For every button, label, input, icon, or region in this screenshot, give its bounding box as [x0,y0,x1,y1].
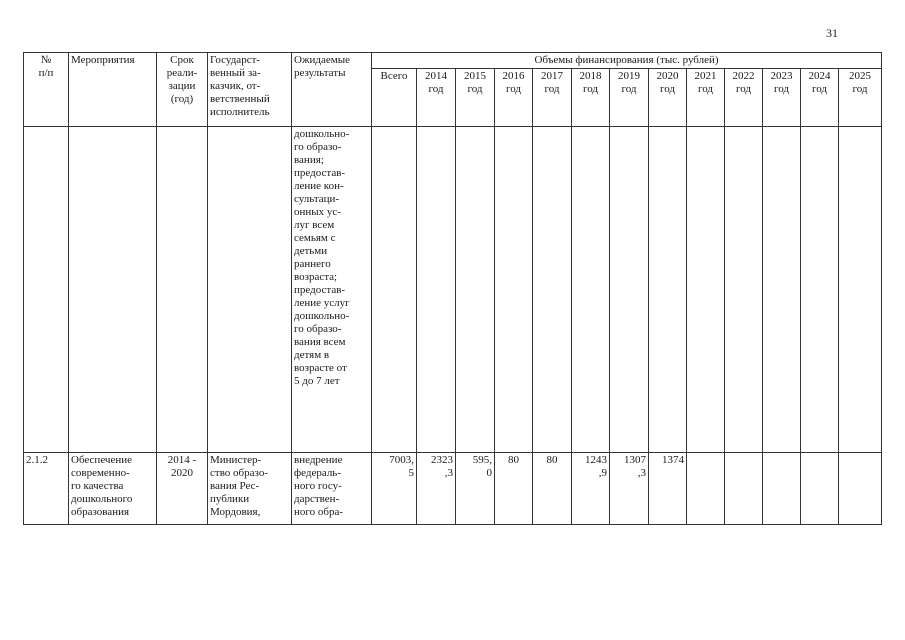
cell-2023 [763,453,801,525]
header-year-2014: 2014 год [417,69,456,127]
cell-2025 [839,127,882,453]
cell-results: внедрение федераль- ного госу- дарствен- ного обра- [292,453,372,525]
cell-2016: 80 [495,453,533,525]
cell-2025 [839,453,882,525]
cell-measure [69,127,157,453]
cell-measure: Обеспечение современно- го качества дошкольного образования [69,453,157,525]
table-row [24,453,882,525]
header-year-2020: 2020 год [649,69,687,127]
cell-2024 [801,453,839,525]
header-year-2025: 2025 год [839,69,882,127]
cell-term [157,127,208,453]
header-results: Ожидаемые результаты [292,53,372,127]
cell-2017 [533,127,572,453]
header-customer: Государст- венный за- казчик, от- ветственный исполнитель [208,53,292,127]
header-year-2019: 2019 год [610,69,649,127]
cell-2021 [687,453,725,525]
cell-results: дошкольно- го образо- вания; предостав- ление кон- сультаци- онных ус- луг всем семьям с детьми раннего возраста; предостав- ление услуг дошкольно- го образо- вания всем детям в возрасте от 5 до 7 лет [292,127,372,453]
header-year-2021: 2021 год [687,69,725,127]
header-term: Срок реали- зации (год) [157,53,208,127]
table-row [24,127,882,453]
cell-num [24,127,69,453]
cell-customer [208,127,292,453]
cell-2020: 1374 [649,453,687,525]
cell-total [372,127,417,453]
page-number: 31 [826,26,838,40]
header-funding-group: Объемы финансирования (тыс. рублей) [372,53,882,69]
header-measures: Мероприятия [69,53,157,127]
cell-2022 [725,127,763,453]
header-year-2023: 2023 год [763,69,801,127]
cell-2021 [687,127,725,453]
cell-total: 7003, 5 [372,453,417,525]
cell-2022 [725,453,763,525]
header-year-2016: 2016 год [495,69,533,127]
cell-2014 [417,127,456,453]
cell-2014: 2323 ,3 [417,453,456,525]
cell-term: 2014 - 2020 [157,453,208,525]
cell-2023 [763,127,801,453]
cell-2015 [456,127,495,453]
header-year-2017: 2017 год [533,69,572,127]
cell-2019: 1307 ,3 [610,453,649,525]
header-year-2022: 2022 год [725,69,763,127]
header-year-2024: 2024 год [801,69,839,127]
funding-table [23,52,882,525]
cell-2024 [801,127,839,453]
cell-num: 2.1.2 [24,453,69,525]
cell-2015: 595, 0 [456,453,495,525]
header-year-2015: 2015 год [456,69,495,127]
cell-2017: 80 [533,453,572,525]
cell-2016 [495,127,533,453]
cell-customer: Министер- ство образо- вания Рес- публики Мордовия, [208,453,292,525]
header-year-2018: 2018 год [572,69,610,127]
cell-2018: 1243 ,9 [572,453,610,525]
cell-2018 [572,127,610,453]
header-num: № п/п [24,53,69,127]
cell-2019 [610,127,649,453]
cell-2020 [649,127,687,453]
header-total: Всего [372,69,417,127]
